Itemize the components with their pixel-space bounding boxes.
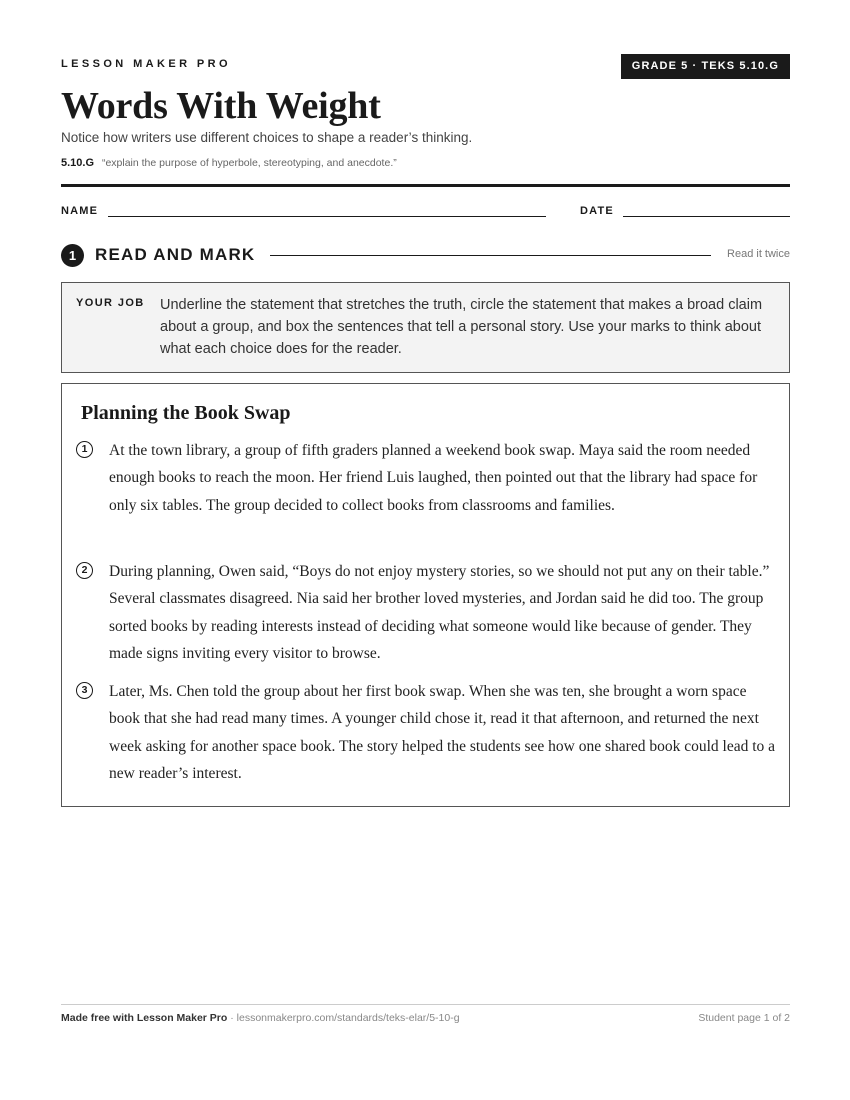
paragraph-number: 2 [76, 562, 93, 579]
instructions-label: YOUR JOB [76, 297, 145, 309]
standard-code: 5.10.G [61, 157, 95, 169]
footer-made-with: Made free with Lesson Maker Pro [61, 1012, 228, 1024]
instructions-box [61, 282, 790, 373]
paragraph-number: 1 [76, 441, 93, 458]
footer-divider [61, 1004, 790, 1005]
section-title: READ AND MARK [95, 245, 256, 264]
name-label: NAME [61, 205, 99, 217]
paragraph-number: 3 [76, 682, 93, 699]
brand-name: LESSON MAKER PRO [61, 58, 231, 70]
grade-badge: GRADE 5 · TEKS 5.10.G [621, 54, 790, 79]
paragraph-text: At the town library, a group of fifth graders planned a weekend book swap. Maya said the room needed enough books to reach the moon. Her friend Luis laughed, then pointed out that the library had space for only six tables. The group decided to collect books from classrooms and families. [109, 442, 758, 514]
worksheet-page [61, 0, 790, 1100]
section-hint: Read it twice [727, 248, 790, 260]
header-divider [61, 184, 790, 187]
footer-credit [61, 1012, 460, 1024]
page-title: Words With Weight [61, 85, 381, 127]
date-label: DATE [580, 205, 614, 217]
standard-reference [61, 157, 397, 169]
date-field[interactable] [623, 216, 790, 217]
paragraph-text: Later, Ms. Chen told the group about her first book swap. When she was ten, she brought a worn space book that she had read many times. A younger child chose it, read it that afternoon, and returned the next week asking for another space book. The story helped the students see how one shared book could lead to a new reader’s interest. [109, 683, 776, 782]
section-number-badge: 1 [61, 244, 84, 267]
reading-passage [61, 383, 790, 807]
paragraph-text: During planning, Owen said, “Boys do not enjoy mystery stories, so we should not put any on their table.” Several classmates disagreed. Nia said her brother loved mysteries, and Jordan said he did too. The group sorted books by reading interests instead of deciding what someone would like because of gender. They made signs inviting every visitor to browse. [109, 563, 770, 662]
name-field[interactable] [108, 216, 546, 217]
footer-url[interactable]: · lessonmakerpro.com/standards/teks-elar/5-10-g [227, 1012, 460, 1024]
page-subtitle: Notice how writers use different choices to shape a reader’s thinking. [61, 130, 473, 145]
footer-page-label: Student page 1 of 2 [698, 1012, 790, 1024]
passage-title: Planning the Book Swap [81, 402, 291, 424]
section-divider [270, 255, 711, 256]
standard-text: “explain the purpose of hyperbole, stereotyping, and anecdote.” [101, 157, 397, 169]
instructions-text: Underline the statement that stretches the truth, circle the statement that makes a broad claim about a group, and box the sentences that tell a personal story. Use your marks to think about what each choice does for the reader. [160, 297, 763, 357]
